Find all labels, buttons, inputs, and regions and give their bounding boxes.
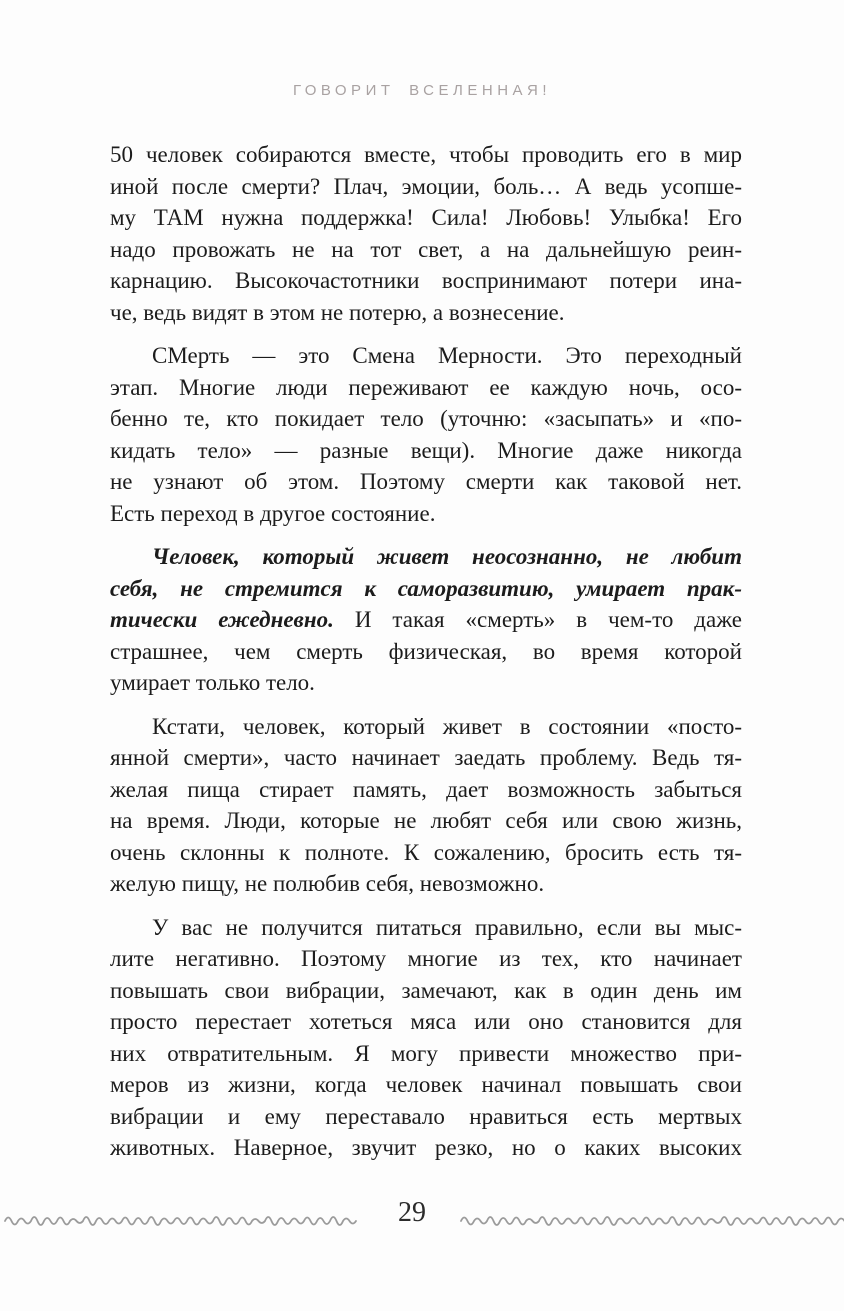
text-line: Кстати, человек, который живет в состоянии «посто- (152, 713, 742, 739)
text-line: 50 человек собираются вместе, чтобы проводить его в мир (110, 142, 742, 167)
text-line: Есть переход в другое состояние. (110, 500, 436, 526)
text-line: карнацию. Высокочастотники воспринимают потери ина- (110, 268, 742, 293)
body-text (110, 139, 742, 1164)
text-line: себя, не стремится к саморазвитию, умирает прак- (110, 575, 742, 601)
text-line: желую пищу, не полюбив себя, невозможно. (110, 871, 545, 896)
text-line: очень склонны к полноте. К сожалению, бросить есть тя- (110, 839, 742, 865)
text-line: желая пища стирает память, дает возможность забыться (110, 776, 742, 802)
text-line: кидать тело» — разные вещи). Многие даже никогда (110, 437, 742, 463)
text-line: повышать свои вибрации, замечают, как в один день им (110, 977, 742, 1003)
text-line: не узнают об этом. Поэтому смерти как таковой нет. (110, 469, 742, 494)
running-header: ГОВОРИТ ВСЕЛЕННАЯ! (292, 82, 552, 99)
text-line: СМерть — это Смена Мерности. Это переходный (152, 343, 742, 368)
text-line: че, ведь видят в этом не потерю, а вознесение. (110, 299, 565, 325)
wavy-rule-left-icon (4, 1209, 364, 1227)
text-line: У вас не получится питаться правильно, если вы мыс- (152, 914, 742, 940)
text-line: просто перестает хотеться мяса или оно становится для (110, 1009, 742, 1034)
text-line: этап. Многие люди переживают ее каждую ночь, осо- (110, 374, 742, 400)
text-line: умирает только тело. (110, 670, 315, 695)
text-line: меров из жизни, когда человек начинал повышать свои (110, 1072, 742, 1097)
text-line: бенно те, кто покидает тело (уточню: «засыпать» и «по- (110, 406, 742, 431)
page-footer (0, 1198, 844, 1238)
wavy-rule-right-icon (460, 1209, 844, 1227)
text-line: иной после смерти? Плач, эмоции, боль… А ведь усопше- (110, 173, 742, 199)
paragraph (110, 541, 742, 699)
text-line: них отвратительным. Я могу привести множество при- (110, 1040, 742, 1066)
text-line: янной смерти», часто начинает заедать проблему. Ведь тя- (110, 745, 742, 770)
paragraph (110, 340, 742, 529)
paragraph (110, 711, 742, 900)
text-line: тически ежедневно. И такая «смерть» в чем-то даже (110, 607, 742, 632)
paragraph (110, 139, 742, 328)
text-line: вибрации и ему переставало нравиться есть мертвых (110, 1103, 742, 1129)
text-line: му ТАМ нужна поддержка! Сила! Любовь! Улыбка! Его (110, 205, 742, 230)
text-line: лите негативно. Поэтому многие из тех, кто начинает (110, 946, 742, 971)
paragraph (110, 912, 742, 1164)
page-number: 29 (398, 1197, 426, 1228)
text-line: животных. Наверное, звучит резко, но о каких высоких (110, 1135, 742, 1160)
text-line: надо провожать не на тот свет, а на дальнейшую реин- (110, 236, 742, 262)
text-line: на время. Люди, которые не любят себя или свою жизнь, (110, 808, 742, 833)
text-line: страшнее, чем смерть физическая, во время которой (110, 638, 742, 664)
text-line: Человек, который живет неосознанно, не любит (152, 544, 742, 569)
